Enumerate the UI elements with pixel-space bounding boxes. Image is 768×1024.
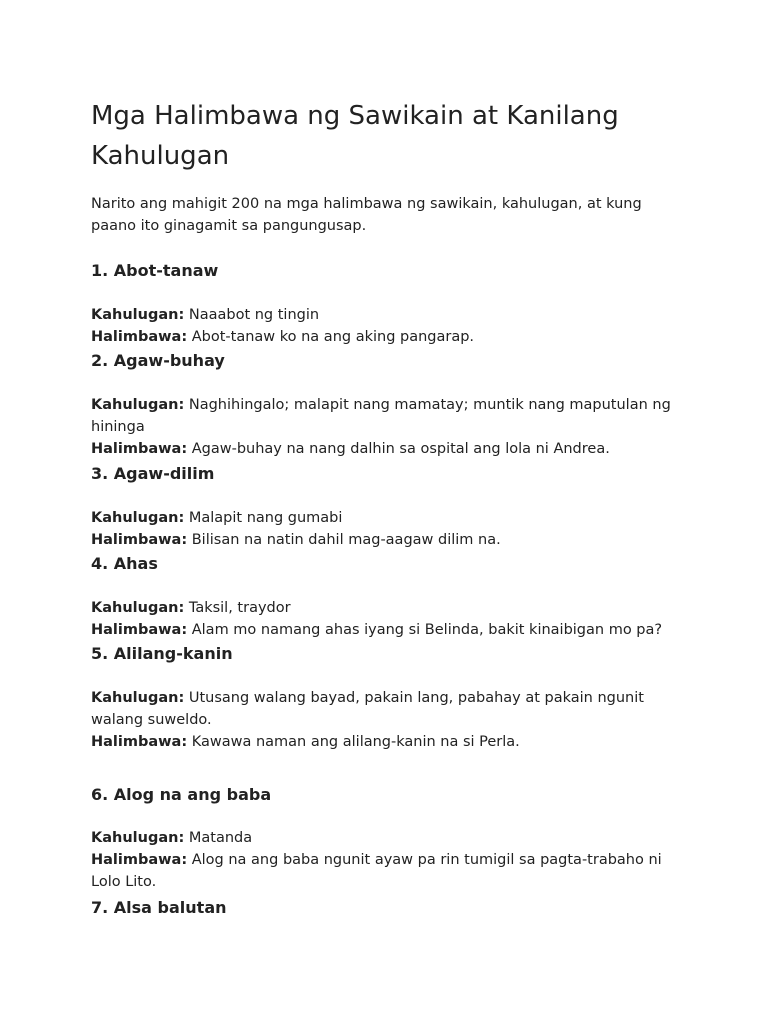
- halimbawa-text: Kawawa naman ang alilang-kanin na si Perla.: [191, 734, 520, 750]
- kahulugan-line: [91, 507, 691, 529]
- kahulugan-text: Utusang walang bayad, pakain lang, pabahay at pakain ngunit walang suweldo.: [91, 690, 644, 728]
- halimbawa-label: Halimbawa:: [91, 532, 188, 548]
- halimbawa-label: Halimbawa:: [91, 734, 188, 750]
- entry-heading-3: 3. Agaw-dilim: [91, 464, 215, 483]
- entry-heading-5: 5. Alilang-kanin: [91, 644, 233, 663]
- entry-body-3: [91, 507, 691, 551]
- kahulugan-line: [91, 827, 691, 849]
- entry-heading-7: 7. Alsa balutan: [91, 898, 227, 917]
- halimbawa-text: Bilisan na natin dahil mag-aagaw dilim na.: [191, 532, 501, 548]
- kahulugan-text: Matanda: [188, 830, 253, 846]
- halimbawa-line: [91, 849, 691, 893]
- kahulugan-label: Kahulugan:: [91, 830, 185, 846]
- kahulugan-line: [91, 394, 691, 438]
- halimbawa-line: [91, 731, 691, 753]
- kahulugan-text: Naaabot ng tingin: [188, 307, 320, 323]
- halimbawa-line: [91, 438, 691, 460]
- entry-body-6: [91, 827, 691, 893]
- kahulugan-label: Kahulugan:: [91, 690, 185, 706]
- halimbawa-label: Halimbawa:: [91, 329, 188, 345]
- entry-body-5: [91, 687, 691, 753]
- entry-body-4: [91, 597, 691, 641]
- page-title: Mga Halimbawa ng Sawikain at Kanilang Kahulugan: [91, 101, 619, 171]
- halimbawa-line: [91, 619, 691, 641]
- kahulugan-label: Kahulugan:: [91, 307, 185, 323]
- intro-paragraph: Narito ang mahigit 200 na mga halimbawa ng sawikain, kahulugan, at kung paano ito ginagamit sa pangungusap.: [91, 196, 642, 234]
- kahulugan-label: Kahulugan:: [91, 397, 185, 413]
- halimbawa-line: [91, 326, 691, 348]
- kahulugan-label: Kahulugan:: [91, 510, 185, 526]
- kahulugan-line: [91, 687, 691, 731]
- halimbawa-label: Halimbawa:: [91, 852, 188, 868]
- entry-body-1: [91, 304, 691, 348]
- kahulugan-text: Malapit nang gumabi: [188, 510, 343, 526]
- entry-heading-2: 2. Agaw-buhay: [91, 351, 225, 370]
- entry-body-2: [91, 394, 691, 460]
- halimbawa-text: Agaw-buhay na nang dalhin sa ospital ang lola ni Andrea.: [191, 441, 610, 457]
- kahulugan-line: [91, 597, 691, 619]
- document-header: [91, 96, 691, 237]
- halimbawa-text: Alog na ang baba ngunit ayaw pa rin tumigil sa pagta-trabaho ni Lolo Lito.: [91, 852, 662, 890]
- entry-heading-6: 6. Alog na ang baba: [91, 785, 272, 804]
- kahulugan-text: Naghihingalo; malapit nang mamatay; muntik nang maputulan ng hininga: [91, 397, 671, 435]
- halimbawa-text: Abot-tanaw ko na ang aking pangarap.: [191, 329, 475, 345]
- halimbawa-label: Halimbawa:: [91, 622, 188, 638]
- kahulugan-label: Kahulugan:: [91, 600, 185, 616]
- halimbawa-text: Alam mo namang ahas iyang si Belinda, bakit kinaibigan mo pa?: [191, 622, 663, 638]
- entry-heading-4: 4. Ahas: [91, 554, 158, 573]
- halimbawa-label: Halimbawa:: [91, 441, 188, 457]
- halimbawa-line: [91, 529, 691, 551]
- kahulugan-text: Taksil, traydor: [188, 600, 291, 616]
- kahulugan-line: [91, 304, 691, 326]
- entry-heading-1: 1. Abot-tanaw: [91, 261, 219, 280]
